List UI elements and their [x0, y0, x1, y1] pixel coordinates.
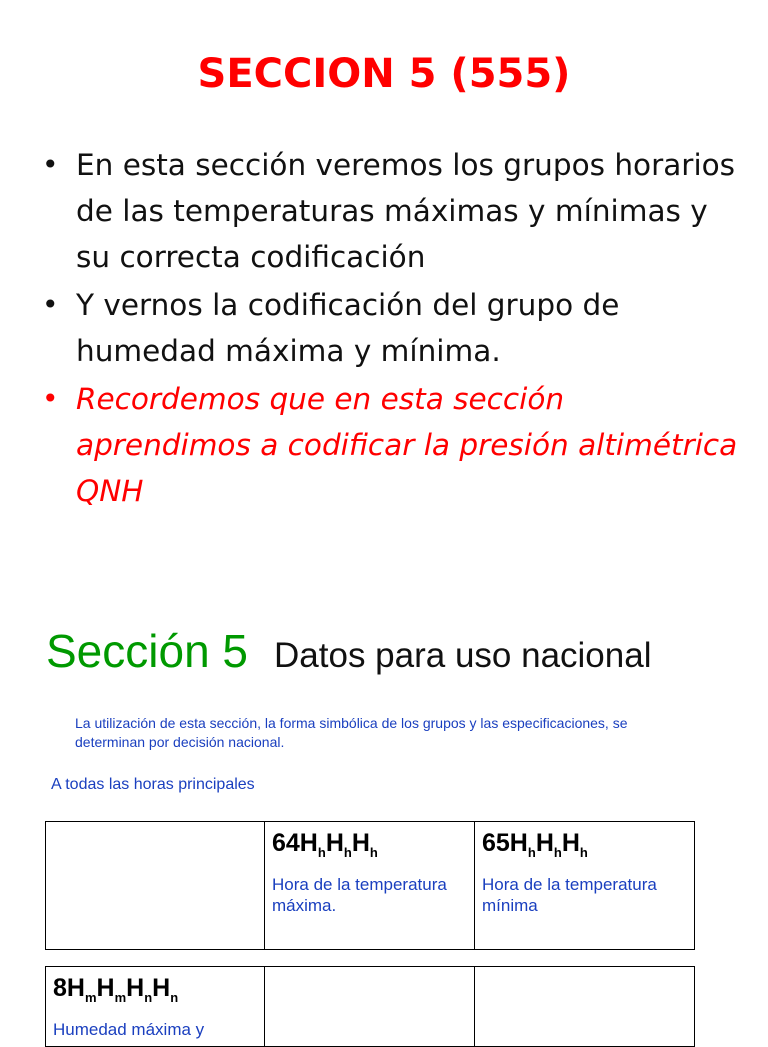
section-title: Sección 5: [46, 625, 249, 677]
section-note: La utilización de esta sección, la forma simbólica de los grupos y las especificaciones, se determinan por decisión nacional.: [75, 715, 628, 750]
table-cell-group-8: [46, 967, 265, 1047]
section-subtitle: Datos para uso nacional: [274, 636, 652, 675]
bullet-item: [40, 142, 740, 280]
group-desc-65: Hora de la temperatura mínima: [482, 875, 657, 915]
bullet-icon: •: [42, 288, 59, 321]
bullet-text: Recordemos que en esta sección aprendimos a codificar la presión altimétrica QNH: [76, 382, 738, 508]
group-code-8: $8H_mH_mH_nH_n$: [53, 974, 179, 1005]
bullet-list: [40, 142, 740, 516]
table-cell-group-65: [475, 822, 695, 950]
bullet-text: Y vernos la codificación del grupo de humedad máxima y mínima.: [76, 288, 620, 368]
table-cell-empty: [475, 967, 695, 1047]
group-desc-64: Hora de la temperatura máxima.: [272, 875, 447, 915]
bullet-icon: •: [42, 382, 59, 415]
group-desc-8: Humedad máxima y: [53, 1020, 205, 1039]
group-table-humidity: [45, 966, 695, 1047]
table-cell-group-64: [265, 822, 475, 950]
group-code-65: $65H_hH_hH_h$: [482, 829, 588, 860]
bullet-item: [40, 282, 740, 374]
bullet-item-highlight: [40, 376, 740, 514]
table-cell-empty: [46, 822, 265, 950]
group-code-64: $64H_hH_hH_h$: [272, 829, 378, 860]
page-title: SECCION 5 (555): [197, 51, 571, 97]
bullet-icon: •: [42, 148, 59, 181]
table-cell-empty: [265, 967, 475, 1047]
section-header: [46, 620, 746, 682]
section-note-hours: A todas las horas principales: [51, 776, 255, 793]
group-table-temperature: [45, 821, 695, 950]
bullet-text: En esta sección veremos los grupos horarios de las temperaturas máximas y mínimas y su correcta codificación: [76, 148, 736, 274]
